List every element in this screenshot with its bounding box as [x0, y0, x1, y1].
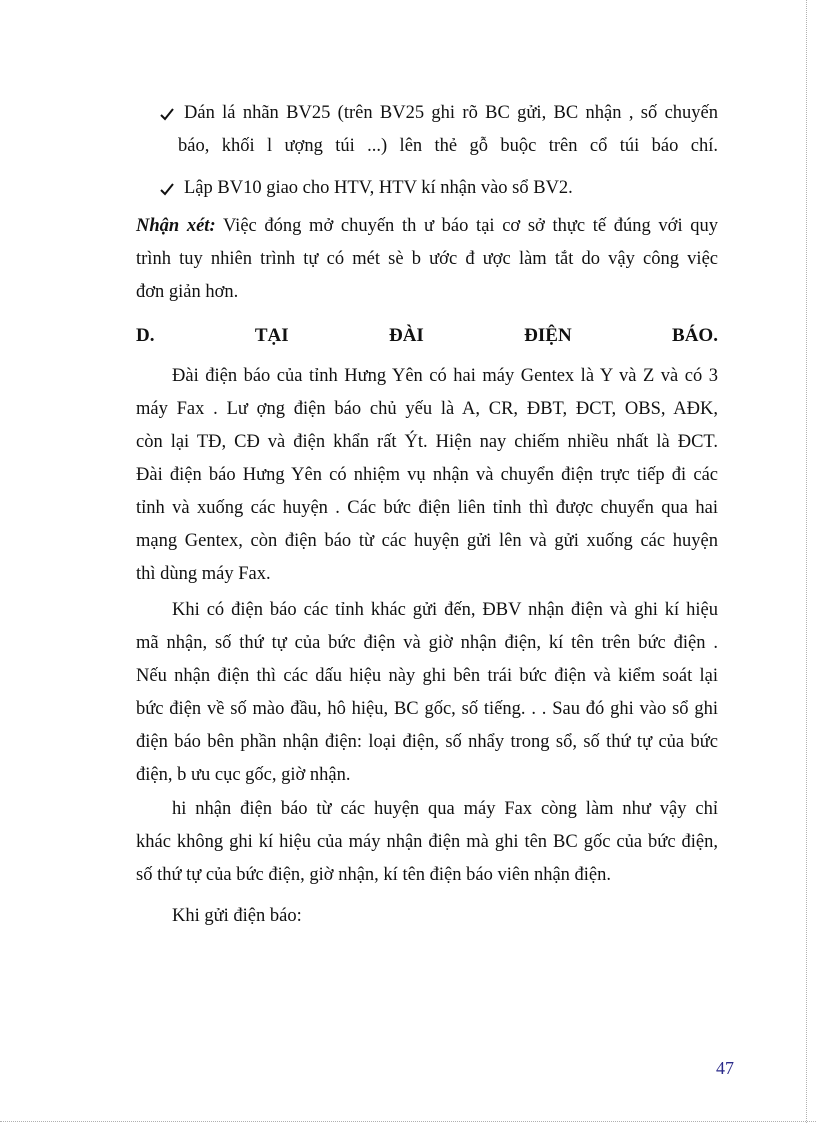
paragraph-4 [136, 900, 718, 933]
paragraph-line: khác không ghi kí hiệu của máy nhận điện mà ghi tên BC gốc của bức điện, [136, 832, 718, 852]
paragraph-line: mạng Gentex, còn điện báo từ các huyện gửi lên và gửi xuống các huyện [136, 531, 718, 551]
paragraph-line: Đài điện báo của tỉnh Hưng Yên có hai máy Gentex là Y và Z và có 3 [172, 366, 718, 386]
paragraph-2 [136, 594, 718, 792]
paragraph-3 [136, 793, 718, 892]
paragraph-1 [136, 360, 718, 591]
paragraph-line: bức điện về số mào đầu, hô hiệu, BC gốc, số tiếng. . . Sau đó ghi vào sổ ghi [136, 699, 718, 719]
paragraph-line: thì dùng máy Fax. [136, 564, 271, 584]
bullet-1-line-2: báo, khối l ượng túi ...) lên thẻ gỗ buộc trên cổ túi báo chí. [178, 136, 718, 156]
page-border-right [806, 0, 807, 1123]
checkmark-icon [160, 107, 174, 121]
paragraph-line: điện báo bên phần nhận điện: loại điện, số nhẩy trong sổ, số thứ tự của bức [136, 732, 718, 752]
remark-line-1: Việc đóng mở chuyến th ư báo tại cơ sở thực tế đúng với quy [222, 216, 719, 236]
paragraph-line: Khi gửi điện báo: [172, 906, 302, 926]
page-border-bottom [0, 1121, 816, 1122]
heading-word: ĐÀI [388, 325, 424, 346]
paragraph-line: số thứ tự của bức điện, giờ nhận, kí tên điện báo viên nhận điện. [136, 865, 612, 885]
paragraph-line: tỉnh và xuống các huyện . Các bức điện liên tỉnh thì được chuyển qua hai [136, 498, 718, 518]
section-heading [136, 319, 718, 352]
paragraph-line: mã nhận, số thứ tự của bức điện và giờ nhận điện, kí tên trên bức điện . [136, 633, 718, 653]
remark-label: Nhận xét: [136, 216, 216, 236]
bullet-item-1 [184, 97, 718, 130]
bullet-item-2 [184, 172, 718, 205]
heading-word: D. [136, 325, 155, 346]
bullet-1-line-1: Dán lá nhãn BV25 (trên BV25 ghi rõ BC gửi, BC nhận , số chuyến [184, 103, 718, 123]
paragraph-line: điện, b ưu cục gốc, giờ nhận. [136, 765, 351, 785]
page-number: 47 [716, 1058, 734, 1078]
paragraph-line: hi nhận điện báo từ các huyện qua máy Fax còng làm như vậy chỉ [172, 799, 718, 819]
paragraph-line: máy Fax . Lư ợng điện báo chủ yếu là A, CR, ĐBT, ĐCT, OBS, AĐK, [136, 399, 718, 419]
heading-word: BÁO. [672, 325, 718, 346]
paragraph-line: Nếu nhận điện thì các dấu hiệu này ghi bên trái bức điện và kiểm soát lại [136, 666, 718, 686]
bullet-item-1-cont [178, 130, 718, 163]
bullet-2-line-1: Lập BV10 giao cho HTV, HTV kí nhận vào sổ BV2. [184, 178, 573, 198]
heading-word: TẠI [254, 325, 289, 346]
heading-word: ĐIỆN [524, 325, 572, 346]
checkmark-icon [160, 182, 174, 196]
remark-line-2: trình tuy nhiên trình tự có mét sè b ước đ ược làm tắt do vậy công việc [136, 249, 718, 269]
paragraph-line: Khi có điện báo các tỉnh khác gửi đến, ĐBV nhận điện và ghi kí hiệu [172, 600, 718, 620]
remark-paragraph [136, 210, 718, 309]
paragraph-line: Đài điện báo Hưng Yên có nhiệm vụ nhận và chuyển điện trực tiếp đi các [136, 465, 718, 485]
remark-line-3: đơn giản hơn. [136, 282, 239, 302]
paragraph-line: còn lại TĐ, CĐ và điện khẩn rất Ýt. Hiện nay chiếm nhiều nhất là ĐCT. [136, 432, 718, 452]
